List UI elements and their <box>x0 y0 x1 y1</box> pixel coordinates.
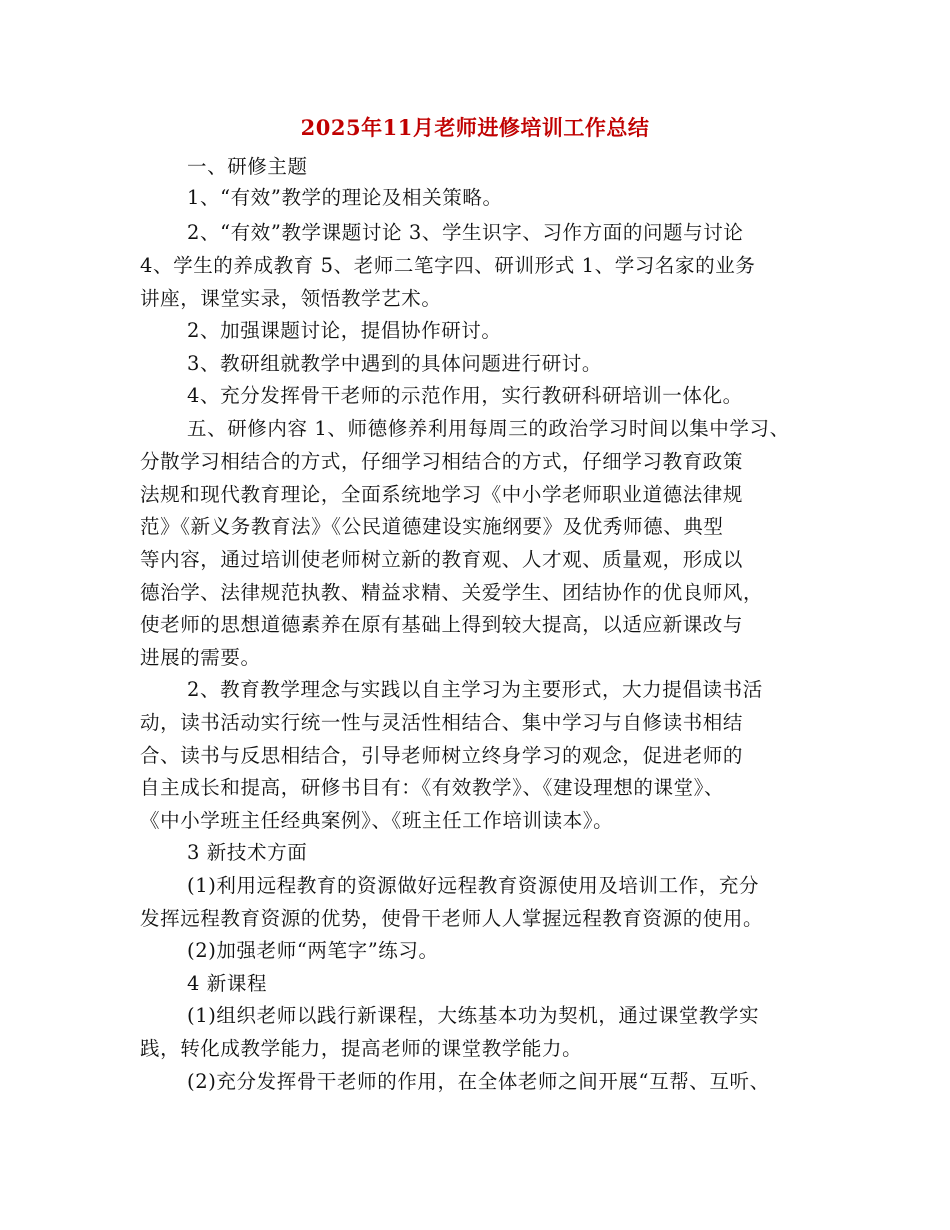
paragraph-line: 2、教育教学理念与实践以自主学习为主要形式，大力提倡读书活 <box>187 678 763 701</box>
section-heading: 3 新技术方面 <box>187 841 308 864</box>
paragraph-line: 2、加强课题讨论，提倡协作研讨。 <box>187 319 502 342</box>
paragraph-line: 自主成长和提高，研修书目有：《有效教学》、《建设理想的课堂》、 <box>140 776 725 799</box>
paragraph-line: (2)充分发挥骨干老师的作用，在全体老师之间开展“互帮、互听、 <box>187 1070 770 1093</box>
section-heading: 一、研修主题 <box>187 155 308 178</box>
paragraph-line: 合、读书与反思相结合，引导老师树立终身学习的观念，促进老师的 <box>140 744 744 767</box>
paragraph-line: 进展的需要。 <box>140 646 261 669</box>
paragraph-line: 分散学习相结合的方式，仔细学习相结合的方式，仔细学习教育政策 <box>140 450 744 473</box>
paragraph-line: 4、充分发挥骨干老师的示范作用，实行教研科研培训一体化。 <box>187 384 743 407</box>
paragraph-line: 使老师的思想道德素养在原有基础上得到较大提高，以适应新课改与 <box>140 613 744 636</box>
section-heading: 4 新课程 <box>187 972 268 995</box>
paragraph-line: 德治学、法律规范执教、精益求精、关爱学生、团结协作的优良师风， <box>140 581 764 604</box>
paragraph-line: 践，转化成教学能力，提高老师的课堂教学能力。 <box>140 1037 583 1060</box>
paragraph-line: (1)组织老师以践行新课程，大练基本功为契机，通过课堂教学实 <box>187 1004 760 1027</box>
paragraph-line: 等内容，通过培训使老师树立新的教育观、人才观、质量观，形成以 <box>140 548 744 571</box>
paragraph-line: 五、研修内容 1、师德修养利用每周三的政治学习时间以集中学习、 <box>187 417 790 440</box>
paragraph-line: 范》《新义务教育法》《公民道德建设实施纲要》及优秀师德、典型 <box>140 515 724 538</box>
paragraph-line: 动，读书活动实行统一性与灵活性相结合、集中学习与自修读书相结 <box>140 711 744 734</box>
paragraph-line: (2)加强老师“两笔字”练习。 <box>187 939 439 962</box>
paragraph-line: 4、学生的养成教育 5、老师二笔字四、研训形式 1、学习名家的业务 <box>140 254 756 277</box>
paragraph-line: (1)利用远程教育的资源做好远程教育资源使用及培训工作，充分 <box>187 874 760 897</box>
paragraph-line: 1、“有效”教学的理论及相关策略。 <box>187 186 503 209</box>
paragraph-line: 3、教研组就教学中遇到的具体问题进行研讨。 <box>187 352 603 375</box>
paragraph-line: 讲座，课堂实录，领悟教学艺术。 <box>140 287 442 310</box>
document-title: 2025年11月老师进修培训工作总结 <box>300 115 650 140</box>
paragraph-line: 2、“有效”教学课题讨论 3、学生识字、习作方面的问题与讨论 <box>187 221 744 244</box>
paragraph-line: 法规和现代教育理论，全面系统地学习《中小学老师职业道德法律规 <box>140 483 744 506</box>
paragraph-line: 《中小学班主任经典案例》、《班主任工作培训读本》。 <box>140 809 614 832</box>
paragraph-line: 发挥远程教育资源的优势，使骨干老师人人掌握远程教育资源的使用。 <box>140 907 764 930</box>
